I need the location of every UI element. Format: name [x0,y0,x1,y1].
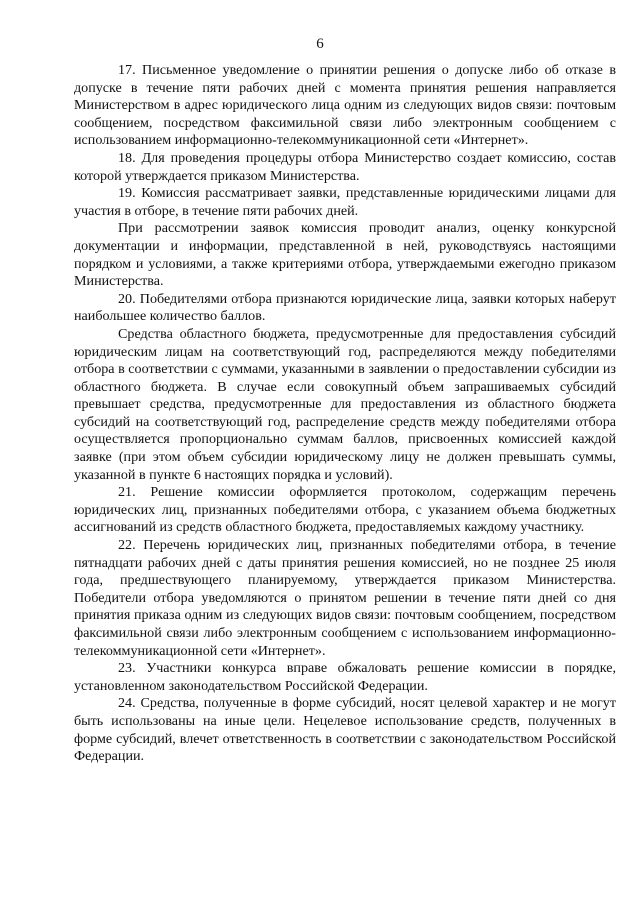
paragraph-24: 24. Средства, полученные в форме субсидий, носят целевой характер и не могут быть использованы на иные цели. Нецелевое использование средств, полученных в форме субсидий, влечет ответственность в соответствии с законодательством Российской Федерации. [74,695,616,765]
paragraph-20: 20. Победителями отбора признаются юридические лица, заявки которых наберут наибольшее количество баллов. [74,290,616,325]
paragraph-19: 19. Комиссия рассматривает заявки, представленные юридическими лицами для участия в отборе, в течение пяти рабочих дней. [74,185,616,219]
paragraph-17: 17. Письменное уведомление о принятии решения о допуске либо об отказе в допуске в течение пяти рабочих дней с момента принятия решения направляется Министерством в адрес юридического лица одним из следующих видов связи: почтовым сообщением, посредством факсимильной связи либо электронным сообщением с использованием информационно-телекоммуникационной сети «Интернет». [74,62,616,149]
paragraph-20-continued: Средства областного бюджета, предусмотренные для предоставления субсидий юридическим лицам на соответствующий год, распределяются между победителями отбора в соответствии с суммами, указанными в заявлении о предоставлении субсидии из областного бюджета. В случае если совокупный объем запрашиваемых субсидий превышает средства, предусмотренные для предоставления из областного бюджета субсидий на соответствующий год, распределение средств между победителями отбора осуществляется пропорционально суммам баллов, присвоенных комиссией каждой заявке (при этом объем субсидии юридическому лицу не должен превышать суммы, указанной в пункте 6 настоящих порядка и условий). [74,325,616,483]
document-body [74,62,616,766]
paragraph-21: 21. Решение комиссии оформляется протоколом, содержащим перечень юридических лиц, признанных победителями отбора, с указанием объема бюджетных ассигнований из средств областного бюджета, предоставляемых каждому участнику. [74,484,616,536]
paragraph-23: 23. Участники конкурса вправе обжаловать решение комиссии в порядке, установленном законодательством Российской Федерации. [74,660,616,694]
paragraph-19-continued: При рассмотрении заявок комиссия проводит анализ, оценку конкурсной документации и информации, представленной в ней, руководствуясь настоящими порядком и условиями, а также критериями отбора, утверждаемыми ежегодно приказом Министерства. [74,220,616,290]
paragraph-18: 18. Для проведения процедуры отбора Министерство создает комиссию, состав которой утверждается приказом Министерства. [74,149,616,184]
paragraph-22: 22. Перечень юридических лиц, признанных победителями отбора, в течение пятнадцати рабочих дней с даты принятия решения комиссией, но не позднее 25 июля года, предшествующего планируемому, утверждается приказом Министерства. Победители отбора уведомляются о принятом решении в течение пяти дней со дня принятия приказа одним из следующих видов связи: почтовым сообщением, посредством факсимильной связи либо электронным сообщением с использованием информационно-телекоммуникационной сети «Интернет». [74,537,616,659]
page-number: 6 [316,36,324,52]
